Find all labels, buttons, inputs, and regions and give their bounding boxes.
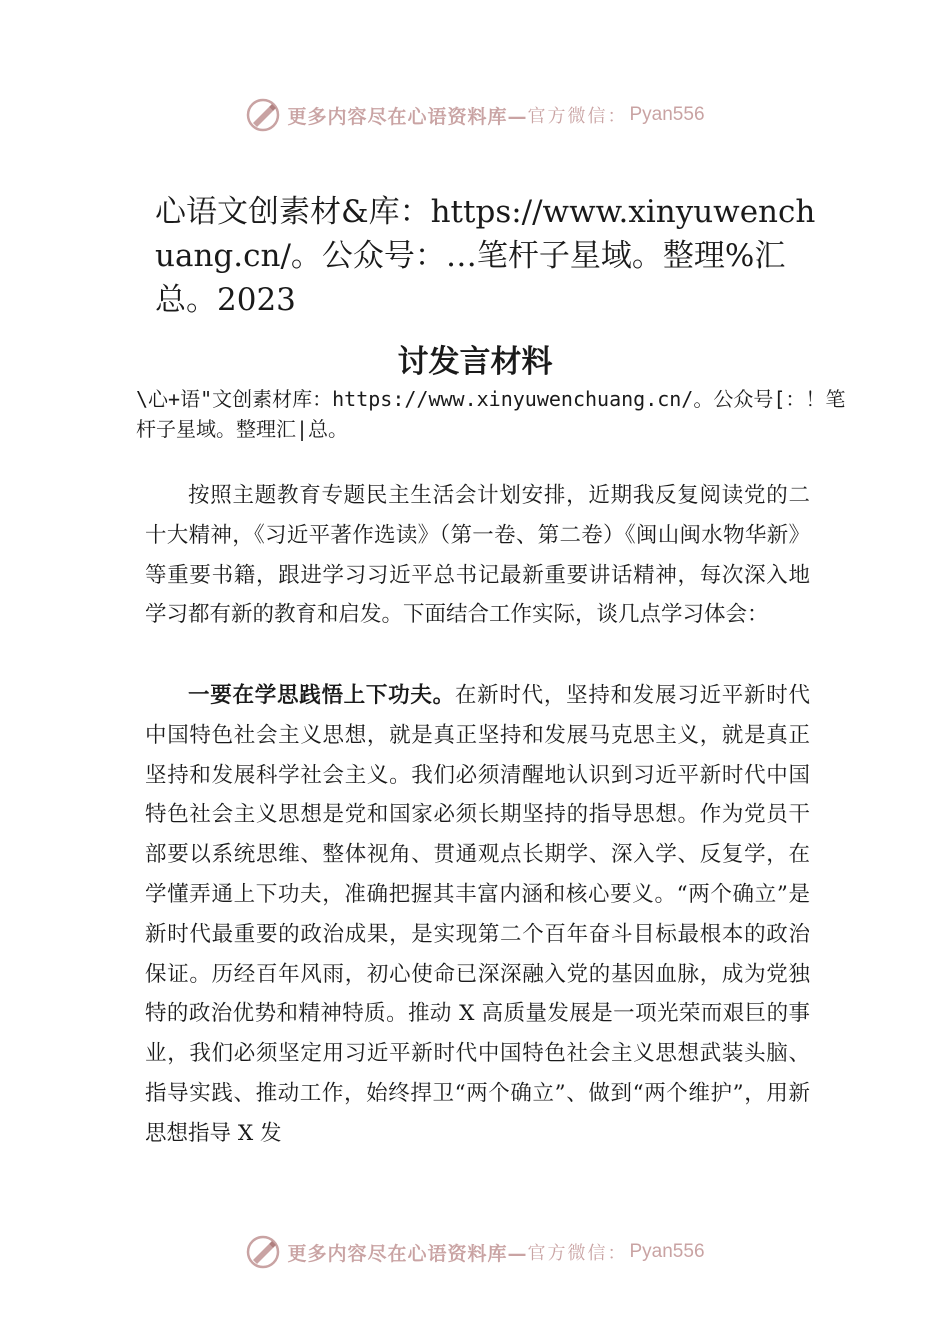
document-title: 讨发言材料 [397, 344, 553, 380]
footer-watermark-label: 官方微信： [527, 1243, 628, 1264]
pen-logo-icon [245, 1234, 281, 1270]
pen-logo-icon [245, 97, 281, 133]
paragraph-intro: 按照主题教育专题民主生活会计划安排，近期我反复阅读党的二十大精神，《习近平著作选读》（第一卷、第二卷）《闽山闽水物华新》等重要书籍，跟进学习习近平总书记最新重要讲话精神，每次深入地学习都有新的教育和启发。下面结合工作实际，谈几点学习体会： [145, 483, 810, 628]
footer-watermark-banner [0, 1232, 950, 1272]
source-line: \心+语"文创素材库：https://www.xinyuwenchuang.cn/。公众号[：！笔杆子星域。整理汇|总。 [136, 387, 846, 441]
header-watermark-label: 官方微信： [527, 106, 628, 127]
source-heading: 心语文创素材&库：https://www.xinyuwenchuang.cn/。公众号：…笔杆子星域。整理%汇总。2023 [155, 194, 816, 318]
paragraph-point-one-lead: 一要在学思践悟上下功夫。 [188, 683, 455, 708]
header-watermark-text: 更多内容尽在心语资料库— [287, 105, 528, 128]
paragraph-point-one-body: 在新时代，坚持和发展习近平新时代中国特色社会主义思想，就是真正坚持和发展马克思主义，就是真正坚持和发展科学社会主义。我们必须清醒地认识到习近平新时代中国特色社会主义思想是党和国家必须长期坚持的指导思想。作为党员干部要以系统思维、整体视角、贯通观点长期学、深入学、反复学，在学懂弄通上下功夫，准确把握其丰富内涵和核心要义。“两个确立”是新时代最重要的政治成果，是实现第二个百年奋斗目标最根本的政治保证。历经百年风雨，初心使命已深深融入党的基因血脉，成为党独特的政治优势和精神特质。推动 X 高质量发展是一项光荣而艰巨的事业，我们必须坚定用习近平新时代中国特色社会主义思想武装头脑、指导实践、推动工作，始终捍卫“两个确立”、做到“两个维护”，用新思想指导 X 发 [145, 683, 810, 1146]
footer-watermark-text: 更多内容尽在心语资料库— [287, 1242, 528, 1265]
footer-watermark-id: Pyan556 [629, 1241, 705, 1262]
paragraph-point-one [145, 676, 810, 1154]
header-watermark-banner [0, 95, 950, 135]
header-watermark-id: Pyan556 [629, 104, 705, 125]
